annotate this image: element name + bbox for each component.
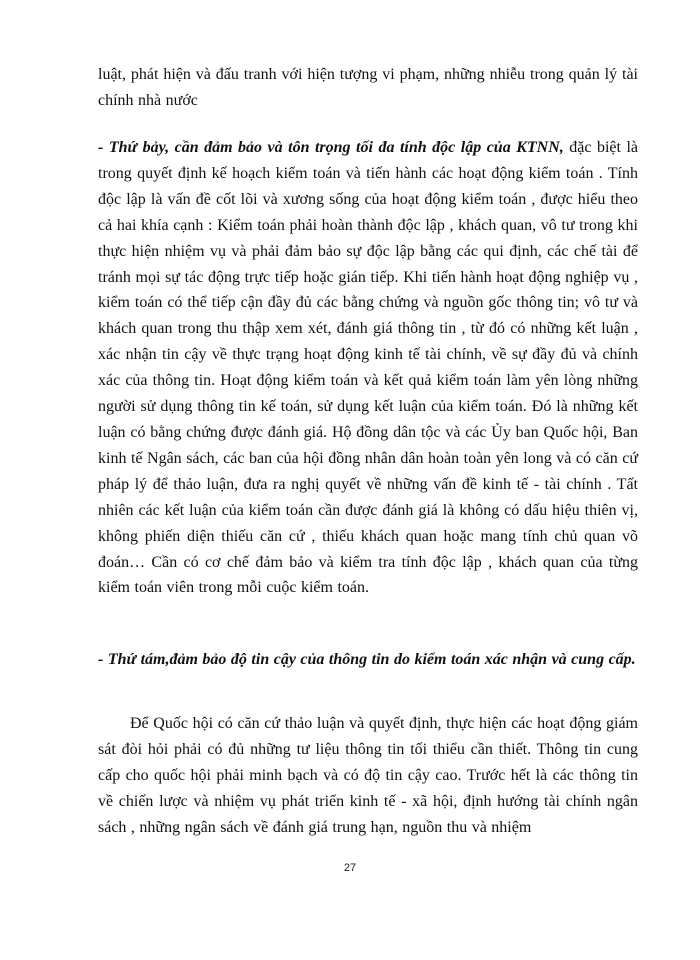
page-number: 27	[343, 862, 357, 874]
eighth-point-heading: - Thứ tám,đảm bảo độ tin cậy của thông tin do kiểm toán xác nhận và cung cấp.	[98, 651, 636, 668]
seventh-point-body: đặc biệt là trong quyết định kế hoạch kiểm toán và tiến hành các hoạt động kiểm toán . Tính độc lập là vấn đề cốt lõi và xương sống của hoạt động kiểm toán , được hiểu theo cả hai khía cạnh : Kiểm toán phải hoàn thành độc lập , khách quan, vô tư trong khi thực hiện nhiệm vụ và phải đảm bảo sự độc lập bằng các qui định, các chế tài để tránh mọi sự tác động trực tiếp hoặc gián tiếp. Khi tiến hành hoạt động nghiệp vụ , kiểm toán có thể tiếp cận đầy đủ các bằng chứng và nguồn gốc thông tin; vô tư và khách quan trong thu thập xem xét, đánh giá thông tin , từ đó có những kết luận , xác nhận tin cậy về thực trạng hoạt động kinh tế tài chính, về sự đầy đủ và chính xác của thông tin. Hoạt động kiểm toán và kết quả kiểm toán làm yên lòng những người sử dụng thông tin kế toán, sử dụng kết luận của kiểm toán. Đó là những kết luận có bằng chứng được đánh giá. Hộ đồng dân tộc và các Ủy ban Quốc hội, Ban kinh tế Ngân sách, các ban của hội đồng nhân dân hoàn toàn yên long và có căn cứ pháp lý để thảo luận, đưa ra nghị quyết về những vấn đề kinh tế - tài chính . Tất nhiên các kết luận của kiểm toán cần được đánh giá là không có dấu hiệu thiên vị, không phiến diện thiếu căn cứ , thiếu khách quan hoặc mang tính chủ quan võ đoán… Cần có cơ chế đảm bảo và kiểm tra tính độc lập , khách quan của từng kiểm toán viên trong mỗi cuộc kiểm toán.	[98, 139, 638, 597]
seventh-point-heading: - Thứ bảy, cần đảm bảo và tôn trọng tối đa tính độc lập của KTNN,	[98, 139, 564, 156]
paragraph-eighth-point-body: Để Quốc hội có căn cứ thảo luận và quyết định, thực hiện các hoạt động giám sát đòi hỏi phải có đủ những tư liệu thông tin tối thiểu cần thiết. Thông tin cung cấp cho quốc hội phải minh bạch và có độ tin cậy cao. Trước hết là các thông tin về chiến lược và nhiệm vụ phát triển kinh tế - xã hội, định hướng tài chính ngân sách , những ngân sách về đánh giá trung hạn, nguồn thu và nhiệm	[98, 715, 638, 836]
paragraph-seventh-point	[98, 135, 638, 601]
paragraph-continuation: luật, phát hiện và đấu tranh với hiện tượng vi phạm, những nhiễu trong quản lý tài chính nhà nước	[98, 66, 638, 109]
